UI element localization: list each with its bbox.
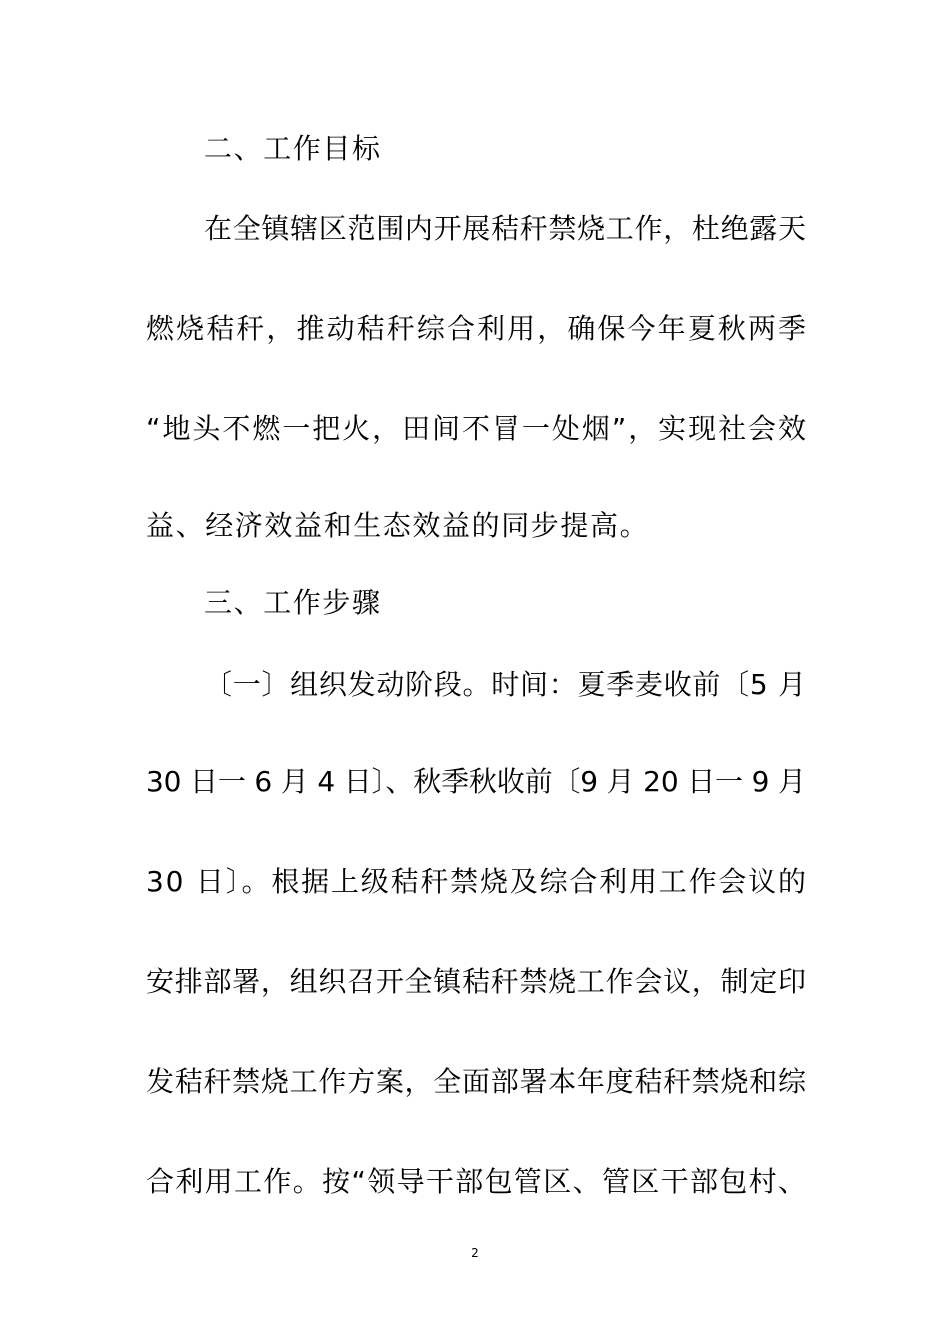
- paragraph-line: 安排部署，组织召开全镇秸秆禁烧工作会议，制定印: [146, 965, 807, 998]
- paragraph-line: 30 日一 6 月 4 日〕、秋季秋收前〔9 月 20 日一 9 月: [146, 765, 806, 798]
- page-number: 2: [471, 1246, 479, 1260]
- paragraph-line: 燃烧秸秆，推动秸秆综合利用，确保今年夏秋两季: [146, 312, 809, 345]
- paragraph-line: 益、经济效益和生态效益的同步提高。: [146, 509, 650, 542]
- paragraph-line: 在全镇辖区范围内开展秸秆禁烧工作，杜绝露天: [204, 212, 807, 245]
- section-heading-work-goals: 二、工作目标: [204, 132, 382, 165]
- paragraph-line: 合利用工作。按“领导干部包管区、管区干部包村、: [146, 1165, 808, 1198]
- section-heading-work-steps: 三、工作步骤: [204, 586, 382, 619]
- paragraph-line: “地头不燃一把火，田间不冒一处烟”，实现社会效: [146, 412, 808, 445]
- paragraph-line: 30 日〕。根据上级秸秆禁烧及综合利用工作会议的: [146, 865, 808, 898]
- paragraph-line: 〔一〕组织发动阶段。时间：夏季麦收前〔5 月: [204, 668, 807, 701]
- paragraph-line: 发秸秆禁烧工作方案，全面部署本年度秸秆禁烧和综: [146, 1065, 807, 1098]
